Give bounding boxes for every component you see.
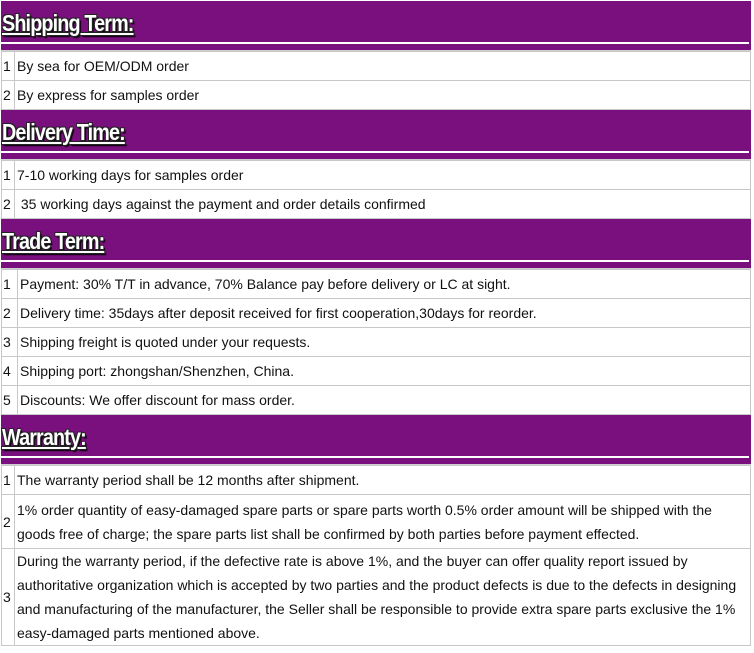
row-text: Shipping port: zhongshan/Shenzhen, China. bbox=[18, 357, 751, 386]
row-text: Shipping freight is quoted under your requests. bbox=[18, 328, 751, 357]
row-number: 1 bbox=[2, 161, 15, 190]
header-rule bbox=[1, 456, 749, 458]
row-text: By sea for OEM/ODM order bbox=[15, 52, 751, 81]
section-title: Warranty: bbox=[2, 424, 86, 450]
row-number: 1 bbox=[2, 270, 18, 299]
row-number: 3 bbox=[2, 328, 18, 357]
row-text: During the warranty period, if the defective rate is above 1%, and the buyer can offer quality report issued by authoritative organization which is accepted by two parties and the product defects is due to the defects in designing and manufacturing of the manufacturer, the Seller shall be responsible to provide extra spare parts exclusive the 1% easy-damaged parts mentioned above. bbox=[15, 549, 751, 646]
section-title: Shipping Term: bbox=[2, 10, 134, 36]
row-text: Discounts: We offer discount for mass order. bbox=[18, 386, 751, 415]
section-header-shipping-term bbox=[1, 1, 751, 51]
section-title: Delivery Time: bbox=[2, 119, 125, 145]
table-row bbox=[2, 386, 751, 415]
trade-term-table bbox=[1, 269, 751, 415]
header-rule bbox=[1, 260, 749, 262]
header-rule bbox=[1, 42, 749, 44]
section-title: Trade Term: bbox=[2, 228, 105, 254]
row-number: 2 bbox=[2, 299, 18, 328]
section-header-warranty bbox=[1, 415, 751, 465]
row-number: 1 bbox=[2, 466, 15, 495]
table-row bbox=[2, 328, 751, 357]
table-row bbox=[2, 270, 751, 299]
section-header-delivery-time bbox=[1, 110, 751, 160]
header-rule bbox=[1, 151, 749, 153]
table-row bbox=[2, 190, 751, 219]
row-number: 2 bbox=[2, 495, 15, 549]
delivery-time-table bbox=[1, 160, 751, 219]
table-row bbox=[2, 466, 751, 495]
table-row bbox=[2, 161, 751, 190]
row-text: Delivery time: 35days after deposit received for first cooperation,30days for reorder. bbox=[18, 299, 751, 328]
row-text: The warranty period shall be 12 months after shipment. bbox=[15, 466, 751, 495]
row-number: 5 bbox=[2, 386, 18, 415]
row-number: 2 bbox=[2, 190, 15, 219]
warranty-table bbox=[1, 465, 751, 646]
row-text: 35 working days against the payment and order details confirmed bbox=[15, 190, 751, 219]
table-row bbox=[2, 299, 751, 328]
row-text: 1% order quantity of easy-damaged spare parts or spare parts worth 0.5% order amount will be shipped with the goods free of charge; the spare parts list shall be confirmed by both parties before payment effected. bbox=[15, 495, 751, 549]
row-number: 3 bbox=[2, 549, 15, 646]
section-header-trade-term bbox=[1, 219, 751, 269]
row-text: 7-10 working days for samples order bbox=[15, 161, 751, 190]
row-text: Payment: 30% T/T in advance, 70% Balance pay before delivery or LC at sight. bbox=[18, 270, 751, 299]
row-number: 2 bbox=[2, 81, 15, 110]
row-text: By express for samples order bbox=[15, 81, 751, 110]
table-row bbox=[2, 357, 751, 386]
table-row bbox=[2, 52, 751, 81]
shipping-term-table bbox=[1, 51, 751, 110]
row-number: 4 bbox=[2, 357, 18, 386]
table-row bbox=[2, 549, 751, 646]
table-row bbox=[2, 495, 751, 549]
table-row bbox=[2, 81, 751, 110]
row-number: 1 bbox=[2, 52, 15, 81]
terms-document bbox=[1, 1, 751, 646]
